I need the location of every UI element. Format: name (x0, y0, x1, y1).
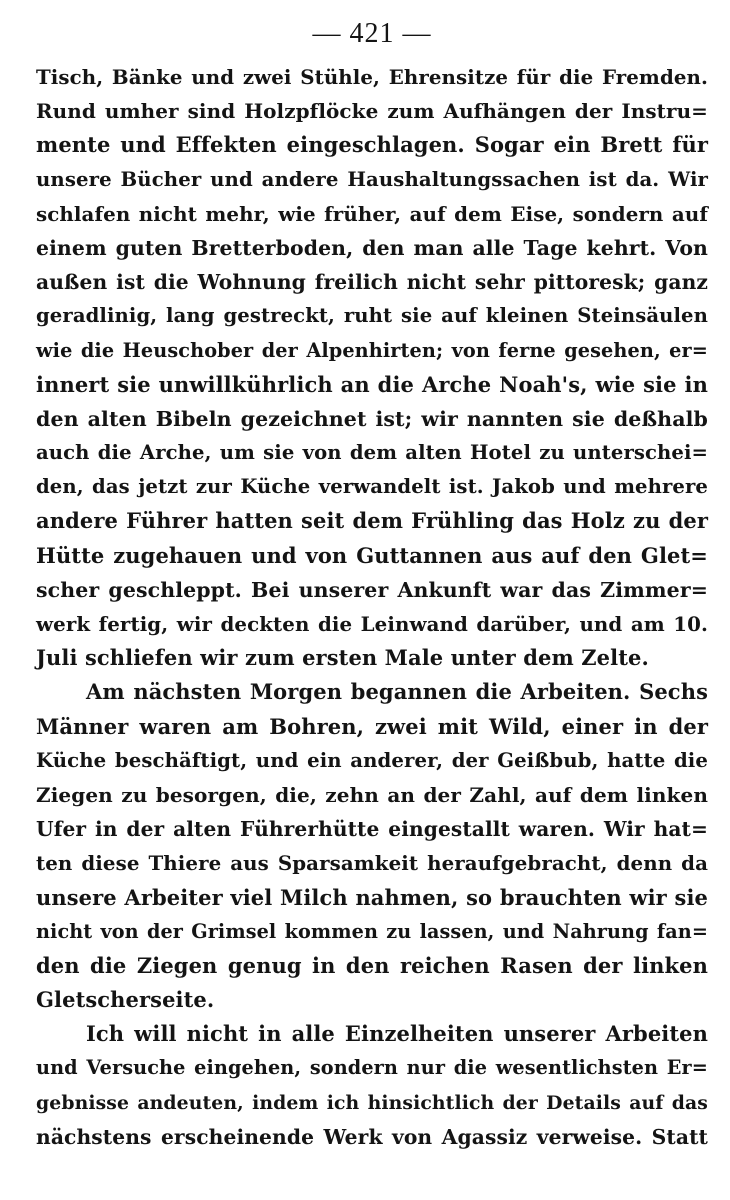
text-line: ten diese Thiere aus Sparsamkeit heraufgebracht, denn da (36, 851, 708, 876)
text-line: Küche beschäftigt, und ein anderer, der Geißbub, hatte die (36, 748, 708, 772)
text-line: schlafen nicht mehr, wie früher, auf dem Eise, sondern auf (36, 201, 708, 226)
text-line: auch die Arche, um sie von dem alten Hotel zu unterschei= (36, 441, 708, 465)
text-line: Ziegen zu besorgen, die, zehn an der Zahl, auf dem linken (36, 782, 708, 807)
text-line: unsere Arbeiter viel Milch nahmen, so brauchten wir sie (36, 884, 708, 910)
text-line: Männer waren am Bohren, zwei mit Wild, einer in der (36, 713, 708, 739)
text-line: nicht von der Grimsel kommen zu lassen, und Nahrung fan= (36, 919, 708, 943)
text-line: werk fertig, wir deckten die Leinwand darüber, und am 10. (36, 612, 708, 636)
body-text (36, 60, 708, 1154)
text-line: nächstens erscheinende Werk von Agassiz verweise. Statt (36, 1124, 708, 1149)
text-line: und Versuche eingehen, sondern nur die wesentlichsten Er= (36, 1056, 708, 1080)
text-line: Rund umher sind Holzpflöcke zum Aufhängen der Instru= (36, 99, 708, 124)
text-line: Am nächsten Morgen begannen die Arbeiten. Sechs (86, 679, 708, 705)
text-line: Ufer in der alten Führerhütte eingestallt waren. Wir hat= (36, 817, 708, 842)
page-number: — 421 — (312, 18, 432, 49)
text-line: Juli schliefen wir zum ersten Male unter dem Zelte. (36, 645, 649, 671)
text-line: Ich will nicht in alle Einzelheiten unserer Arbeiten (86, 1021, 708, 1047)
text-line: den alten Bibeln gezeichnet ist; wir nannten sie deßhalb (36, 406, 708, 431)
text-line: unsere Bücher und andere Haushaltungssachen ist da. Wir (36, 167, 708, 191)
text-line: Gletscherseite. (36, 987, 215, 1013)
text-line: außen ist die Wohnung freilich nicht sehr pittoresk; ganz (36, 270, 708, 295)
text-line: den, das jetzt zur Küche verwandelt ist. Jakob und mehrere (36, 475, 708, 499)
text-line: andere Führer hatten seit dem Frühling das Holz zu der (36, 508, 708, 534)
text-line: gebnisse andeuten, indem ich hinsichtlich der Details auf das (36, 1091, 708, 1114)
text-line: scher geschleppt. Bei unserer Ankunft war das Zimmer= (36, 577, 708, 602)
text-line: Hütte zugehauen und von Guttannen aus auf den Glet= (36, 542, 708, 568)
text-line: mente und Effekten eingeschlagen. Sogar ein Brett für (36, 132, 708, 158)
text-line: wie die Heuschober der Alpenhirten; von ferne gesehen, er= (36, 338, 708, 362)
text-line: einem guten Bretterboden, den man alle Tage kehrt. Von (36, 235, 708, 260)
text-line: innert sie unwillkührlich an die Arche Noah's, wie sie in (36, 371, 708, 397)
text-line: den die Ziegen genug in den reichen Rasen der linken (36, 952, 708, 978)
text-line: geradlinig, lang gestreckt, ruht sie auf kleinen Steinsäulen (36, 304, 708, 328)
text-line: Tisch, Bänke und zwei Stühle, Ehrensitze für die Fremden. (36, 65, 708, 89)
